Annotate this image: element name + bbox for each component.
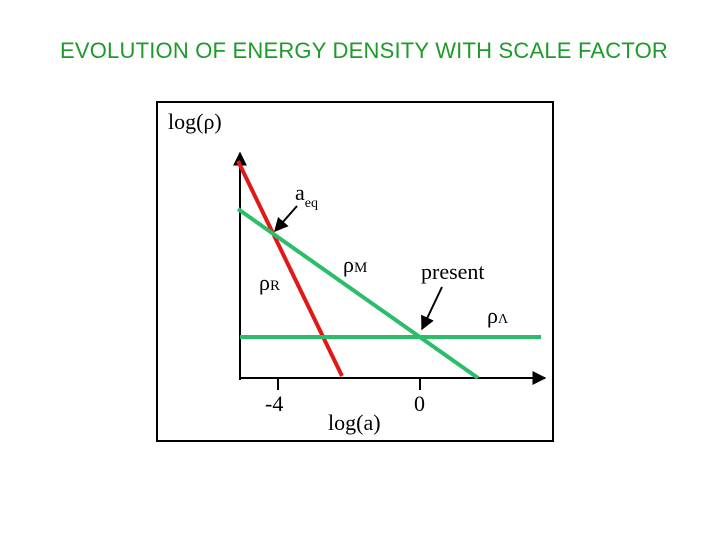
aeq-base: a [295, 180, 305, 205]
radiation-line [238, 161, 342, 376]
tick-label-right: 0 [414, 391, 425, 416]
aeq-label [295, 180, 318, 211]
tick-label-left: -4 [265, 391, 284, 416]
aeq-sub: eq [304, 196, 318, 211]
rho-r-label [259, 270, 280, 295]
rho-r-sub: R [269, 278, 280, 294]
rho-lambda-sub: Λ [497, 312, 509, 327]
rho-m-label [343, 252, 367, 277]
x-axis-label: log(a) [328, 410, 381, 435]
present-label: present [421, 259, 485, 284]
rho-m-sub: M [353, 260, 368, 276]
rho-r-base: ρ [259, 270, 270, 295]
rho-lambda-label [487, 303, 509, 328]
rho-m-base: ρ [343, 252, 354, 277]
page-title: EVOLUTION OF ENERGY DENSITY WITH SCALE FACTOR [60, 38, 668, 63]
present-arrow [422, 287, 442, 329]
y-axis-label: log(ρ) [168, 109, 222, 134]
aeq-arrow [275, 206, 297, 231]
rho-lambda-base: ρ [487, 303, 498, 328]
